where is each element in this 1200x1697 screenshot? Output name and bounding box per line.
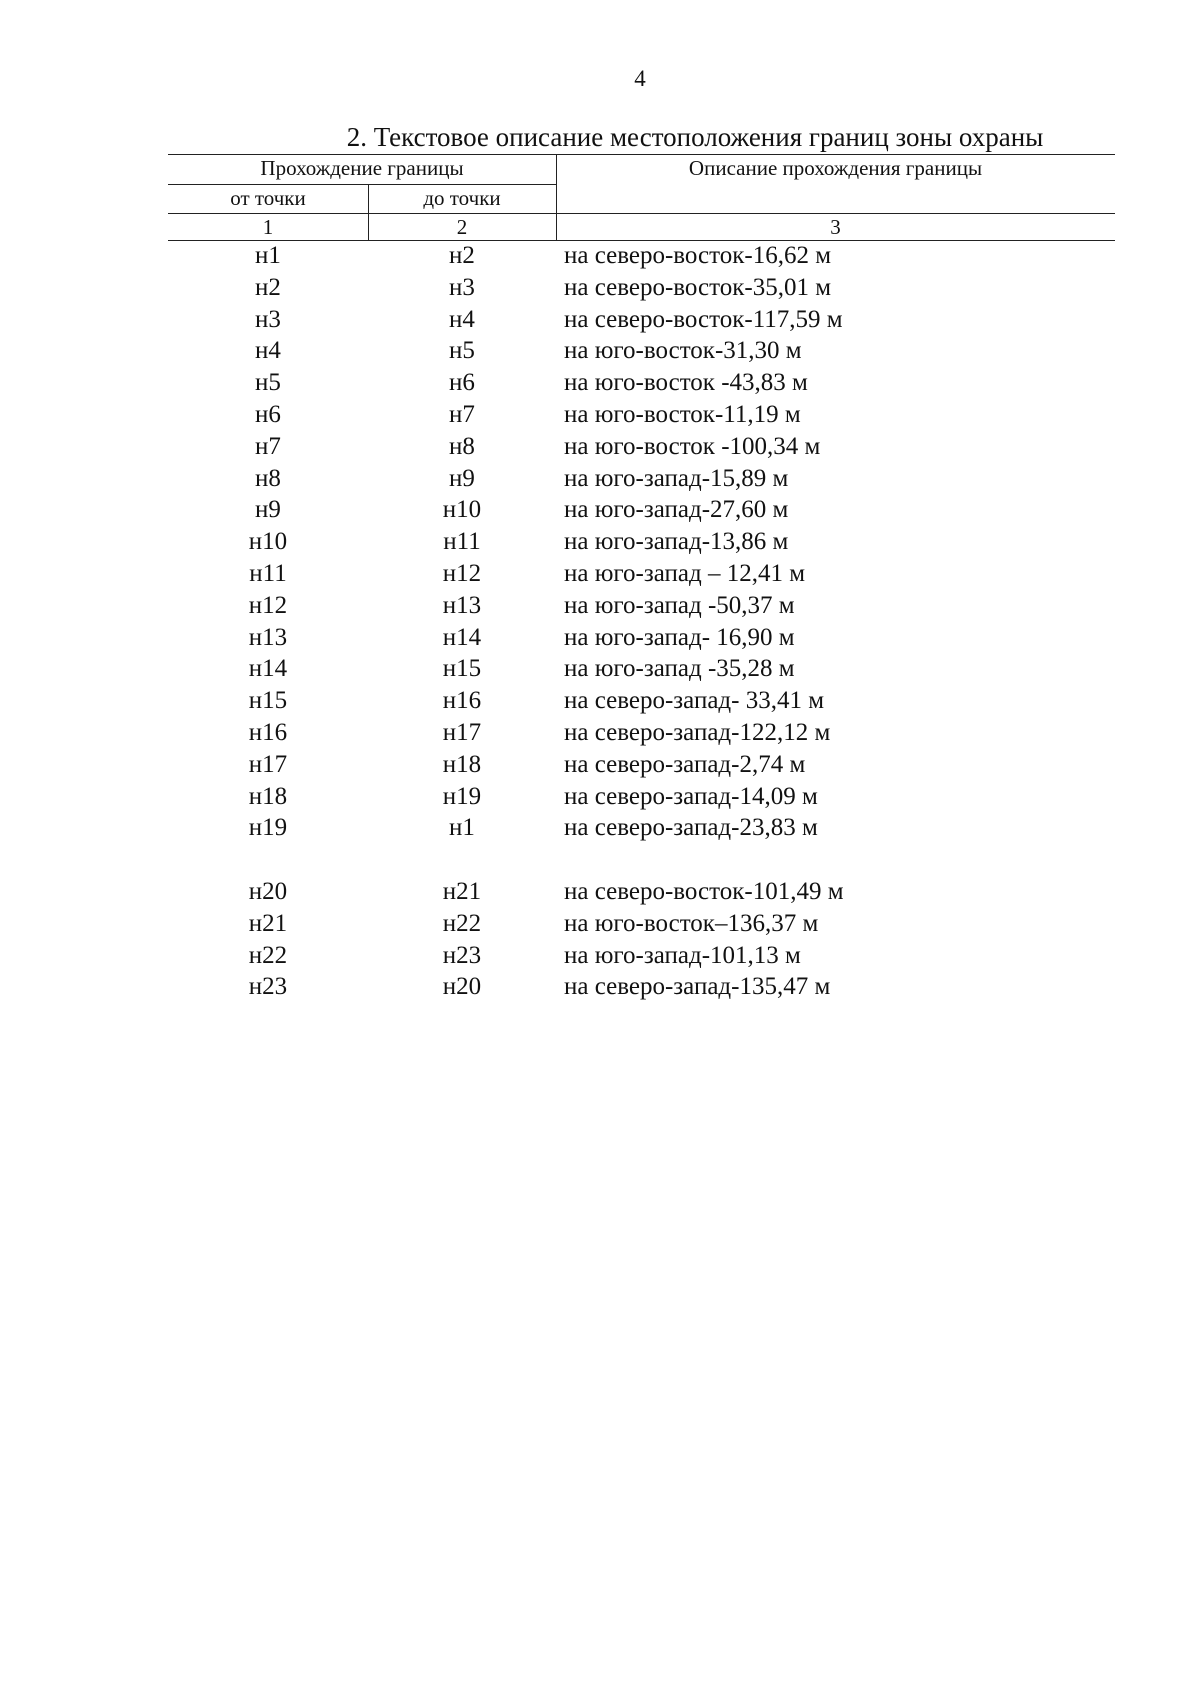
to-point: н14 [442,623,482,651]
to-point: н16 [442,687,482,715]
from-point: н18 [248,782,288,810]
page-number: 4 [634,66,646,91]
from-point: н7 [255,432,281,460]
boundary-description: на юго-восток -43,83 м [564,369,808,397]
from-point: н12 [248,591,288,619]
table-row [168,685,1115,717]
table-row [168,399,1115,431]
from-point: н10 [248,528,288,556]
table-row [168,463,1115,495]
from-point: н13 [248,623,288,651]
boundary-description: на юго-восток -100,34 м [564,432,821,460]
col-number-2: 2 [456,215,468,239]
col-number-1: 1 [262,215,274,239]
table-row [168,526,1115,558]
table-row [168,240,1115,272]
to-point: н15 [442,655,482,683]
table-row [168,431,1115,463]
to-point: н19 [442,782,482,810]
to-point: н9 [449,464,475,492]
table-body [168,240,1115,1003]
table-row [168,272,1115,304]
col-number-3: 3 [830,215,841,239]
table-row [168,335,1115,367]
from-point: н20 [248,877,288,905]
to-point: н20 [442,973,482,1001]
table-row [168,908,1115,940]
table-row [168,781,1115,813]
to-point: н8 [449,432,475,460]
header-numbers-rule [168,213,1115,214]
header-group-label: Прохождение границы [260,156,464,180]
header-to-label: до точки [423,186,501,210]
boundary-description: на юго-запад-101,13 м [564,941,801,969]
boundary-description: на юго-восток–136,37 м [564,909,819,937]
to-point: н1 [449,814,475,842]
table-row [168,940,1115,972]
from-point: н11 [249,559,287,587]
boundary-description: на юго-запад-13,86 м [564,528,789,556]
boundary-description: на северо-восток-35,01 м [564,273,832,301]
table-row [168,494,1115,526]
boundary-description: на северо-запад-2,74 м [564,750,806,778]
to-point: н17 [442,718,482,746]
to-point: н21 [442,877,482,905]
table-row [168,812,1115,844]
from-point: н1 [255,242,281,269]
table-row [168,367,1115,399]
from-point: н19 [248,814,288,842]
table-row [168,622,1115,654]
from-point: н4 [255,337,281,365]
contour-separator [168,844,1115,876]
to-point: н3 [449,273,475,301]
table-row [168,717,1115,749]
from-point: н9 [255,496,281,524]
table-header [168,154,1115,240]
boundary-description: на северо-восток-16,62 м [564,242,832,269]
table-row [168,590,1115,622]
to-point: н23 [442,941,482,969]
boundary-description: на северо-восток-101,49 м [564,877,844,905]
boundary-description: на юго-запад-15,89 м [564,464,789,492]
to-point: н2 [449,242,475,269]
boundary-description: на юго-запад – 12,41 м [564,559,806,587]
to-point: н4 [449,305,475,333]
boundary-description: на юго-запад- 16,90 м [564,623,795,651]
section-title: 2. Текстовое описание местоположения границ зоны охраны [346,122,1044,152]
from-point: н14 [248,655,288,683]
header-description-label: Описание прохождения границы [688,156,983,180]
header-from-label: от точки [230,186,306,210]
table-row [168,304,1115,336]
to-point: н18 [442,750,482,778]
boundary-description: на юго-запад-27,60 м [564,496,789,524]
from-point: н21 [248,909,288,937]
to-point: н10 [442,496,482,524]
boundary-description: на северо-запад-14,09 м [564,782,818,810]
to-point: н12 [442,559,482,587]
from-point: н15 [248,687,288,715]
boundary-description: на юго-запад -50,37 м [564,591,795,619]
from-point: н6 [255,400,281,428]
boundary-description: на юго-восток-11,19 м [564,400,801,428]
to-point: н6 [449,369,475,397]
from-point: н17 [248,750,288,778]
boundary-description: на северо-запад- 33,41 м [564,687,825,715]
table-row [168,558,1115,590]
table-row [168,749,1115,781]
boundary-description: на северо-запад-23,83 м [564,814,818,842]
boundary-description: на северо-запад-135,47 м [564,973,831,1001]
header-sub-rule [168,184,556,185]
header-top-rule [168,154,1115,155]
to-point: н13 [442,591,482,619]
boundary-description: на северо-запад-122,12 м [564,718,831,746]
boundary-description: на северо-восток-117,59 м [564,305,843,333]
from-point: н16 [248,718,288,746]
boundary-description: на юго-восток-31,30 м [564,337,802,365]
from-point: н5 [255,369,281,397]
boundary-description: на юго-запад -35,28 м [564,655,795,683]
to-point: н22 [442,909,482,937]
from-point: н8 [255,464,281,492]
to-point: н5 [449,337,475,365]
to-point: н11 [443,528,481,556]
boundary-table [168,154,1115,1001]
from-point: н2 [255,273,281,301]
from-point: н3 [255,305,281,333]
table-row [168,971,1115,1003]
table-row [168,876,1115,908]
to-point: н7 [449,400,475,428]
from-point: н22 [248,941,288,969]
from-point: н23 [248,973,288,1001]
table-row [168,653,1115,685]
